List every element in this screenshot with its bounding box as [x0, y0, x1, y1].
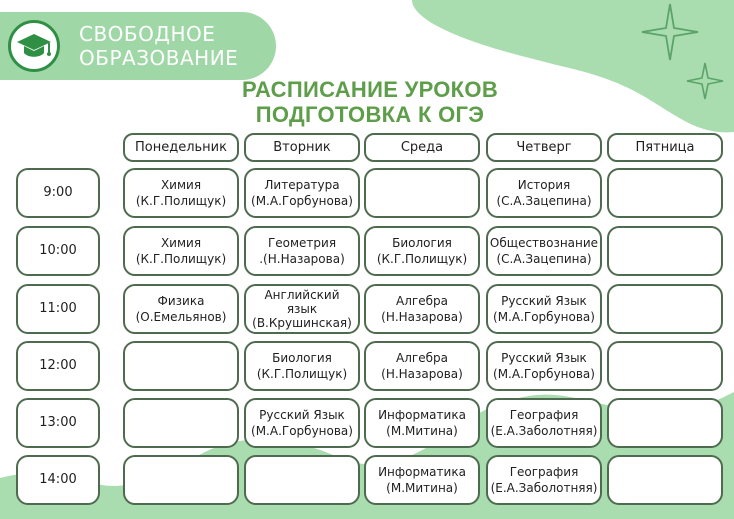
empty-cell: [123, 341, 239, 391]
subject-name: Обществознание: [489, 236, 599, 250]
subject-name: Литература: [264, 178, 340, 192]
subject-name: Биология: [392, 236, 452, 250]
page-title: [200, 77, 540, 127]
day-label: Вторник: [273, 139, 331, 155]
day-header: [364, 133, 480, 162]
empty-cell: [123, 398, 239, 448]
subject-name: Алгебра: [396, 294, 448, 308]
subject-name: Русский Язык: [259, 408, 345, 422]
empty-cell: [123, 455, 239, 505]
time-slot: [16, 226, 100, 276]
time-label: 11:00: [39, 301, 77, 316]
subject-name: История: [517, 178, 571, 192]
time-slot: [16, 168, 100, 218]
graduation-cap-icon: [8, 20, 60, 72]
lesson-cell: [486, 455, 602, 505]
time-label: 14:00: [39, 472, 77, 487]
title-line-1: РАСПИСАНИЕ УРОКОВ: [241, 77, 499, 102]
teacher-name: (В.Крушинская): [252, 316, 352, 330]
time-slot: [16, 398, 100, 448]
time-slot: [16, 341, 100, 391]
teacher-name: (М.А.Горбунова): [251, 424, 353, 438]
lesson-cell: [486, 341, 602, 391]
day-header: [244, 133, 360, 162]
time-label: 9:00: [43, 185, 73, 200]
lesson-cell: [486, 226, 602, 276]
day-label: Пятница: [635, 139, 695, 155]
lesson-cell: [244, 226, 360, 276]
lesson-cell: [486, 284, 602, 334]
subject-name: Русский Язык: [501, 294, 587, 308]
lesson-cell: [364, 284, 480, 334]
title-line-2: ПОДГОТОВКА К ОГЭ: [255, 102, 485, 127]
subject-name: Информатика: [378, 465, 466, 479]
subject-name: Русский Язык: [501, 351, 587, 365]
time-label: 10:00: [39, 243, 77, 258]
empty-cell: [607, 341, 723, 391]
teacher-name: (К.Г.Полищук): [376, 252, 468, 266]
brand-line-1: СВОБОДНОЕ: [79, 22, 216, 46]
subject-name: Химия: [160, 236, 202, 250]
teacher-name: (С.А.Зацепина): [496, 252, 592, 266]
lesson-cell: [364, 455, 480, 505]
lesson-cell: [244, 341, 360, 391]
subject-name: язык: [286, 302, 318, 316]
time-label: 12:00: [39, 358, 77, 373]
time-slot: [16, 455, 100, 505]
teacher-name: (М.Митина): [386, 481, 458, 495]
subject-name: Биология: [272, 351, 332, 365]
day-header: [486, 133, 602, 162]
teacher-name: (Н.Назарова): [381, 367, 463, 381]
lesson-cell: [244, 168, 360, 218]
brand-name: [79, 22, 238, 70]
teacher-name: (М.А.Горбунова): [493, 367, 595, 381]
lesson-cell: [244, 398, 360, 448]
day-header: [607, 133, 723, 162]
teacher-name: (М.А.Горбунова): [493, 310, 595, 324]
empty-cell: [607, 168, 723, 218]
sparkle-small-icon: [686, 62, 724, 100]
teacher-name: (Е.А.Заболотняя): [490, 481, 598, 495]
subject-name: География: [509, 465, 579, 479]
teacher-name: (С.А.Зацепина): [496, 194, 592, 208]
time-label: 13:00: [39, 415, 77, 430]
subject-name: Физика: [157, 294, 205, 308]
subject-name: Алгебра: [396, 351, 448, 365]
day-header: [123, 133, 239, 162]
subject-name: Английский: [264, 288, 340, 302]
subject-name: Геометрия: [267, 236, 337, 250]
lesson-cell: [123, 284, 239, 334]
empty-cell: [244, 455, 360, 505]
lesson-cell: [364, 398, 480, 448]
teacher-name: (Е.А.Заболотняя): [490, 424, 598, 438]
teacher-name: (Н.Назарова): [381, 310, 463, 324]
lesson-cell: [123, 226, 239, 276]
teacher-name: (М.Митина): [386, 424, 458, 438]
empty-cell: [607, 284, 723, 334]
teacher-name: (К.Г.Полищук): [135, 194, 227, 208]
brand-banner: [0, 12, 276, 80]
teacher-name: (М.А.Горбунова): [251, 194, 353, 208]
brand-line-2: ОБРАЗОВАНИЕ: [79, 46, 239, 70]
day-label: Среда: [400, 139, 444, 155]
subject-name: Информатика: [378, 408, 466, 422]
lesson-cell: [123, 168, 239, 218]
empty-cell: [364, 168, 480, 218]
teacher-name: .(Н.Назарова): [259, 252, 345, 266]
lesson-cell: [364, 226, 480, 276]
empty-cell: [607, 455, 723, 505]
subject-name: Химия: [160, 178, 202, 192]
empty-cell: [607, 398, 723, 448]
teacher-name: (К.Г.Полищук): [256, 367, 348, 381]
time-slot: [16, 284, 100, 334]
day-label: Четверг: [516, 139, 572, 155]
subject-name: География: [509, 408, 579, 422]
empty-cell: [607, 226, 723, 276]
sparkle-large-icon: [640, 2, 700, 62]
teacher-name: (К.Г.Полищук): [135, 252, 227, 266]
day-label: Понедельник: [135, 139, 227, 155]
lesson-cell: [486, 168, 602, 218]
teacher-name: (О.Емельянов): [135, 310, 227, 324]
lesson-cell: [486, 398, 602, 448]
lesson-cell: [244, 284, 360, 334]
lesson-cell: [364, 341, 480, 391]
